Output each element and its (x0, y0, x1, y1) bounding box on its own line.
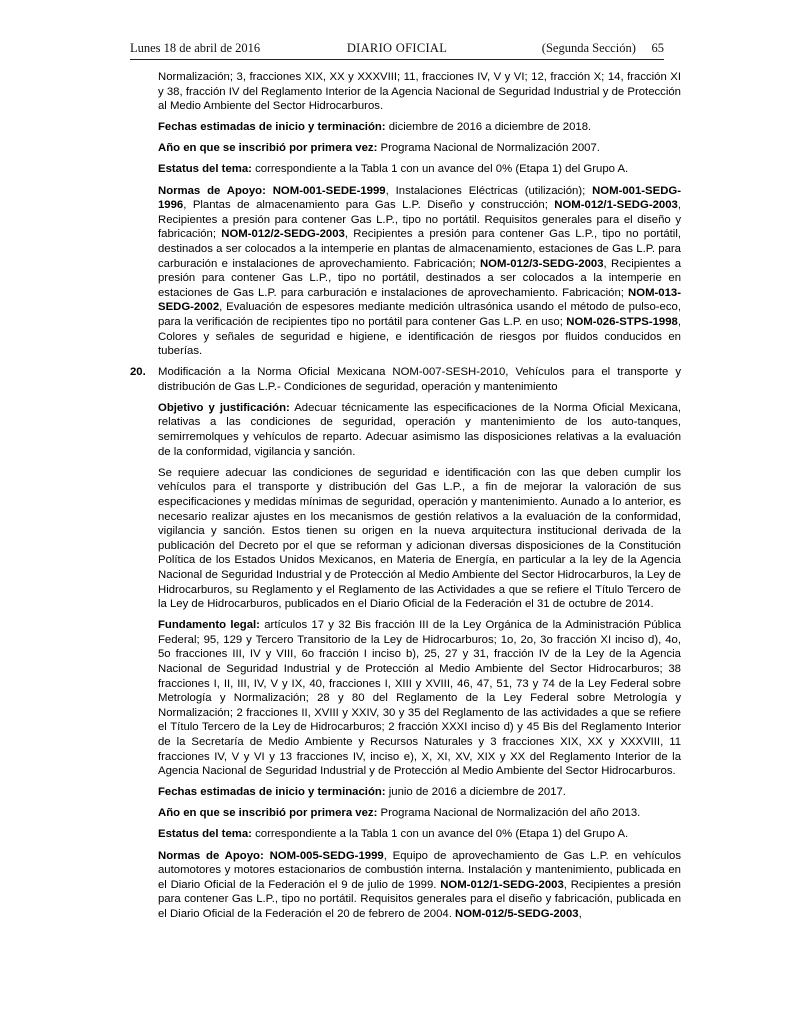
normas-label: Normas de Apoyo: (158, 184, 266, 197)
fechas-label: Fechas estimadas de inicio y terminación: (158, 121, 386, 134)
anio-value: Programa Nacional de Normalización del año 2013. (377, 807, 641, 820)
normas-label: Normas de Apoyo: (158, 849, 264, 862)
fundamento-value: artículos 17 y 32 Bis fracción III de la Ley Orgánica de la Administración Pública Federal; 95, 129 y Tercero Transitorio de la Ley de Hidrocarburos; 1o, 2o, 3o fracción XI inciso d), 4o, 5o fracciones III, IV y VIII, 6o fracción I inciso b), 25, 27 y 31, fracción IV de la Ley de la Agencia Nacional de Seguridad Industrial y de Protección al Medio Ambiente del Sector Hidrocarburos; 38 fracciones I, II, III, IV, V y IX, 40, fracciones I, XIII y XVIII, 46, 47, 51, 73 y 74 de la Ley Federal sobre Metrología y Normalización; 28 y 80 del Reglamento de la Ley Federal sobre Metrología y Normalización; 2 fracciones II, XVIII y XXIV, 30 y 35 del Reglamento de las actividades a que se refiere el Título Tercero de la Ley de Hidrocarburos; 2 fracción XXXI inciso d) y 45 Bis del Reglamento Interior de la Secretaría de Medio Ambiente y Recursos Naturales y 3 fracciones XIX, XX y XXXVIII, 11 fracciones IV, V y VI y 13 fracciones IV, inciso e), X, XI, XV, XIX y XX del Reglamento Interior de la Agencia Nacional de Seguridad Industrial y de Protección al Medio Ambiente del Sector Hidrocarburos. (158, 619, 681, 778)
requiere-paragraph: Se requiere adecuar las condiciones de seguridad e identificación con las que deben cumplir los vehículos para el transporte y distribución del Gas L.P., a fin de mejorar la valoración de sus especificaciones y medidas mínimas de seguridad, operación y mantenimiento. Aunado a lo anterior, es necesario realizar ajustes en los mecanismos de gestión relativos a la evaluación de la conformidad, vigilancia y sanción. Estos tienen su origen en la nueva arquitectura institucional derivada de la publicación del Decreto por el que se reforman y adicionan diversas disposiciones de la Constitución Política de los Estados Unidos Mexicanos, en Materia de Energía, en particular a la ley de la Agencia Nacional de Seguridad Industrial y de Protección al Medio Ambiente del Sector Hidrocarburos, la Ley de Hidrocarburos, su Reglamento y el Reglamento de las Actividades a que se refiere el Título Tercero de la Ley de Hidrocarburos, publicados en el Diario Oficial de la Federación el 31 de octubre de 2014. (158, 466, 681, 611)
fechas-paragraph (158, 120, 681, 135)
norma-code: NOM-012/1-SEDG-2003 (440, 878, 564, 891)
anio-label: Año en que se inscribió por primera vez: (158, 807, 378, 820)
objetivo-paragraph (158, 401, 681, 459)
norma-code: NOM-012/1-SEDG-2003 (554, 199, 678, 212)
fechas-value: junio de 2016 a diciembre de 2017. (385, 786, 566, 799)
estatus-label: Estatus del tema: (158, 163, 252, 176)
estatus-label: Estatus del tema: (158, 828, 252, 841)
item-20 (130, 365, 681, 921)
item-number: 20. (130, 366, 146, 379)
header-journal-title: DIARIO OFICIAL (346, 41, 448, 55)
item-20-content (158, 365, 681, 921)
anio-paragraph (158, 806, 681, 821)
fechas-label: Fechas estimadas de inicio y terminación: (158, 786, 386, 799)
norma-code: NOM-026-STPS-1998 (566, 315, 678, 328)
norma-code: NOM-001-SEDG-1996 (158, 184, 681, 212)
fundamento-continuation: Normalización; 3, fracciones XIX, XX y XXXVIII; 11, fracciones IV, V y VI; 12, fracción X; 14, fracción XI y 38, fracción IV del Reglamento Interior de la Agencia Nacional de Seguridad Industrial y de Protección al Medio Ambiente del Sector Hidrocarburos. (158, 71, 681, 113)
fundamento-label: Fundamento legal: (158, 619, 260, 632)
norma-code: NOM-001-SEDE-1999 (272, 184, 386, 197)
estatus-value: correspondiente a la Tabla 1 con un avance del 0% (Etapa 1) del Grupo A. (251, 828, 629, 841)
objetivo-value: Adecuar técnicamente las especificaciones de la Norma Oficial Mexicana, relativas a las condiciones de seguridad, operación y mantenimiento de los auto-tanques, semirremolques y vehículos de reparto. Adecuar asimismo las disposiciones relativas a la evaluación de la conformidad, vigilancia y sanción. (158, 401, 681, 458)
normas-paragraph: Normas de Apoyo: NOM-005-SEDG-1999, Equipo de aprovechamiento de Gas L.P. en vehículos automotores y motores estacionarios de combustión interna. Instalación y mantenimiento, publicada en el Diario Oficial de la Federación el 9 de julio de 1999. NOM-012/1-SEDG-2003, Recipientes a presión para contener Gas L.P., tipo no portátil. Requisitos generales para el diseño y fabricación, publicada en el Diario Oficial de la Federación el 20 de febrero de 2004. NOM-012/5-SEDG-2003, (158, 849, 681, 920)
fechas-paragraph (158, 785, 681, 800)
previous-item-continuation (158, 70, 681, 359)
estatus-paragraph (158, 827, 681, 842)
objetivo-label: Objetivo y justificación: (158, 401, 290, 414)
header-page-number: 65 (651, 41, 664, 55)
anio-paragraph (158, 141, 681, 156)
norma-code: NOM-012/2-SEDG-2003 (221, 228, 345, 241)
item-title: Modificación a la Norma Oficial Mexicana NOM-007-SESH-2010, Vehículos para el transporte y distribución de Gas L.P.- Condiciones de seguridad, operación y mantenimiento (158, 366, 681, 393)
page-body (130, 70, 681, 928)
norma-code: NOM-012/3-SEDG-2003 (479, 257, 604, 270)
estatus-paragraph (158, 162, 681, 177)
header-section: (Segunda Sección) (541, 41, 636, 55)
estatus-value: correspondiente a la Tabla 1 con un avance del 0% (Etapa 1) del Grupo A. (251, 163, 629, 176)
fundamento-paragraph (158, 618, 681, 779)
fechas-value: diciembre de 2016 a diciembre de 2018. (385, 121, 592, 134)
header-date: Lunes 18 de abril de 2016 (130, 41, 261, 55)
anio-value: Programa Nacional de Normalización 2007. (377, 142, 600, 155)
header-section-page (542, 41, 664, 56)
norma-code: NOM-005-SEDG-1999 (263, 849, 384, 862)
norma-code: NOM-012/5-SEDG-2003 (455, 907, 579, 920)
anio-label: Año en que se inscribió por primera vez: (158, 142, 378, 155)
normas-paragraph: Normas de Apoyo: NOM-001-SEDE-1999, Instalaciones Eléctricas (utilización); NOM-001-SEDG-1996, Plantas de almacenamiento para Gas L.P. Diseño y construcción; NOM-012/1-SEDG-2003, Recipientes a presión para contener Gas L.P., tipo no portátil. Requisitos generales para el diseño y fabricación; NOM-012/2-SEDG-2003, Recipientes a presión para contener Gas L.P., tipo no portátil, destinados a ser colocados a la intemperie en plantas de almacenamiento, estaciones de Gas L.P. para carburación e instalaciones de aprovechamiento. Fabricación; NOM-012/3-SEDG-2003, Recipientes a presión para contener Gas L.P., tipo no portátil, destinados a ser colocados a la intemperie en estaciones de Gas L.P. para carburación e instalaciones de aprovechamiento. Fabricación; NOM-013-SEDG-2002, Evaluación de espesores mediante medición ultrasónica usando el método de pulso-eco, para la verificación de recipientes tipo no portátil para contener Gas L.P. en uso; NOM-026-STPS-1998, Colores y señales de seguridad e higiene, e identificación de riesgos por fluidos conducidos en tuberías. (158, 184, 681, 358)
norma-code: NOM-013-SEDG-2002 (158, 286, 681, 314)
page-header (130, 41, 664, 60)
